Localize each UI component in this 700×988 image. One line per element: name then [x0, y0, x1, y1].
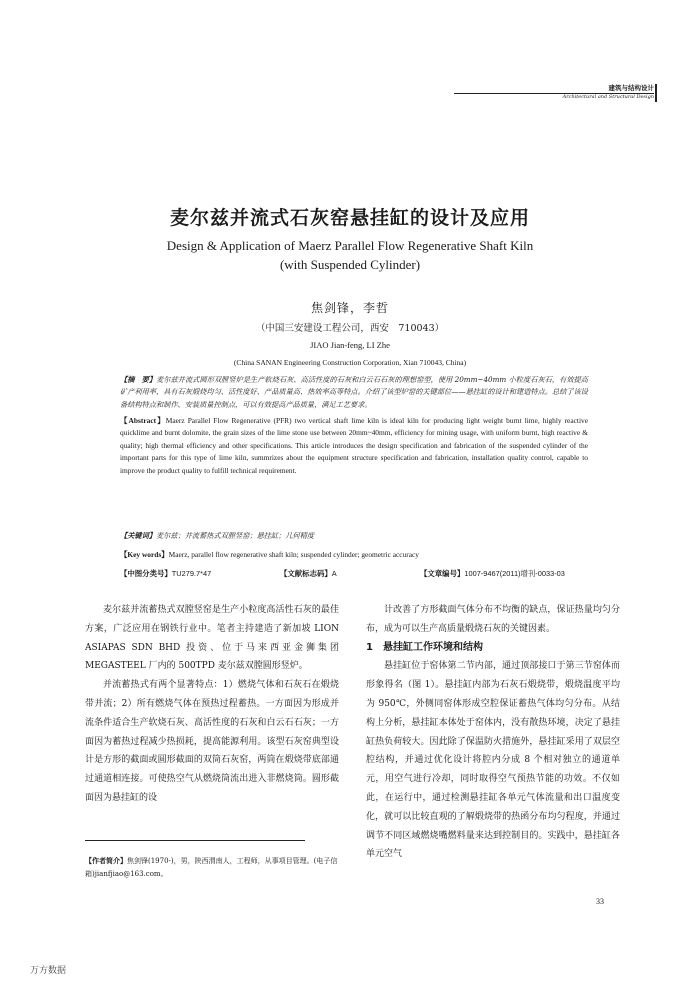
body-paragraph: 计改善了方形截面气体分布不均衡的缺点，保证热量均匀分布，成为可以生产高质量煅烧石灰的关键因素。 — [366, 605, 620, 634]
body-paragraph: 并流蓄热式有两个显著特点：1）燃烧气体和石灰石在煅烧带并流；2）所有燃烧气体在预热过程蓄热。一方面因为形成并流条件适合生产软烧石灰、高活性度的石灰和白云石石灰；一方面因为蓄热过程减少热损耗，提高能源利用。该型石灰窑典型设计是方形的截面或圆形截面的双筒石灰窑，两筒在煅烧带底部通过通道相连接。可使热空气从燃烧筒流出进入非燃烧筒。圆形截面因为悬挂缸的设 — [85, 680, 339, 803]
journal-name-cn: 建筑与结构设计 — [608, 84, 654, 92]
abstract-en — [120, 415, 588, 477]
affiliation-cn: （中国三安建设工程公司，西安 710043） — [255, 323, 445, 334]
clc-number: 【中图分类号】TU279.7*47 — [120, 569, 212, 578]
abstract-cn-label: 【摘 要】 — [120, 375, 157, 384]
affiliation-en: (China SANAN Engineering Construction Corporation, Xian 710043, China) — [233, 358, 467, 367]
title-cn: 麦尔兹并流式石灰窑悬挂缸的设计及应用 — [169, 207, 530, 229]
keywords-en — [120, 549, 588, 561]
abstract-en-text: Maerz Parallel Flow Regenerative (PFR) two vertical shaft lime kiln is ideal kiln for producing light weight burnt lime, highly reactive quicklime and burnt dolomite, the grain sizes of the lime stone use between 20mm~40mm, efficiency for mining usage, with uniform burnt, high reactive & quality; high thermal efficiency and other specifications. This article introduces the design specification and fabrication of the suspended cylinder of the important parts for this type of lime kiln, summrizes about the equipment structure specification and fabrication, installation quality control, capable to improve the product quality to fulfill technical requirement. — [120, 416, 588, 475]
author-footnote — [85, 854, 345, 881]
keywords-cn-label: 【关键词】 — [120, 531, 156, 540]
authors-en: JIAO Jian-feng, LI Zhe — [310, 340, 390, 350]
section-heading: 1 悬挂缸工作环境和结构 — [366, 641, 483, 653]
keywords-cn — [120, 530, 588, 542]
journal-name-en: Architectural and Structural Design — [454, 93, 654, 101]
journal-header — [454, 84, 654, 101]
title-en — [0, 236, 700, 274]
journal-header-bar — [655, 84, 657, 102]
body-right-column — [366, 601, 620, 864]
watermark: 万方数据 — [30, 966, 67, 976]
document-code: 【文献标志码】A — [280, 569, 337, 578]
abstract-en-label: 【Abstract】 — [120, 416, 166, 425]
footnote-text: 焦剑锋(1970-)，男，陕西渭南人，工程师，从事项目管理。(电子信箱)jianfjiao@163.com。 — [85, 857, 338, 878]
keywords-en-label: 【Key words】 — [120, 550, 169, 559]
title-en-line2: (with Suspended Cylinder) — [279, 257, 421, 272]
keywords-cn-text: 麦尔兹；并流蓄热式双膛竖窑；悬挂缸；几何精度 — [155, 531, 315, 540]
keywords-en-text: Maerz, parallel flow regenerative shaft kiln; suspended cylinder; geometric accuracy — [168, 550, 420, 559]
page-number: 33 — [596, 897, 604, 906]
body-paragraph: 麦尔兹并流蓄热式双膛竖窑是生产小粒度高活性石灰的最佳方案，广泛应用在钢铁行业中。笔者主持建造了新加坡 LION ASIAPAS SDN BHD 投资、位于马来西亚金狮集团 MEGASTEEL 厂内的 500TPD 麦尔兹双膛圆形竖炉。 — [85, 605, 339, 672]
authors-cn: 焦剑锋，李哲 — [310, 301, 389, 315]
article-number: 【文章编号】1007-9467(2011)增刊-0033-03 — [420, 569, 565, 578]
body-left-column — [85, 601, 339, 808]
footnote-label: 【作者简介】 — [85, 856, 127, 865]
body-paragraph: 悬挂缸位于窑体第二节内部，通过顶部接口于第三节窑体而形象得名（图 1）。悬挂缸内部为石灰石煅烧带，煅烧温度平均为 950℃，外侧同窑体形成空腔保证蓄热气体均匀分布。从结构上分析，悬挂缸本体处于窑体内，没有散热环境，决定了悬挂缸热负荷较大。因此除了保温防火措施外，悬挂缸采用了双层空腔结构，并通过优化设计将腔内分成 8 个相对独立的通道单元，用空气进行冷却，同时取得空气预热节能的功效。不仅如此，在运行中，通过检测悬挂缸各单元气体流量和出口温度变化，就可以比较直观的了解煅烧带的热函分布均匀程度，并通过调节不同区域燃烧嘴燃料量来达到控制目的。实践中，悬挂缸各单元空气 — [366, 661, 620, 860]
abstract-cn-text: 麦尔兹并流式圆形双膛竖炉是生产软烧石灰、高活性度的石灰和白云石石灰的理想窑型，使用 20mm~40mm 小粒度石灰石，有效提高矿产利用率，具有石灰煅烧均匀、活性度好、产品质量高、热效率高等特点。介绍了该型炉窑的关键部位——悬挂缸的设计和建造特点。总结了该设备结构特点和制作、安装质量控制点，可以有效提高产品质量，满足工艺要求。 — [120, 375, 588, 409]
title-en-line1: Design & Application of Maerz Parallel Flow Regenerative Shaft Kiln — [166, 238, 534, 253]
abstract-cn — [120, 374, 588, 411]
footnote-divider — [85, 840, 305, 841]
